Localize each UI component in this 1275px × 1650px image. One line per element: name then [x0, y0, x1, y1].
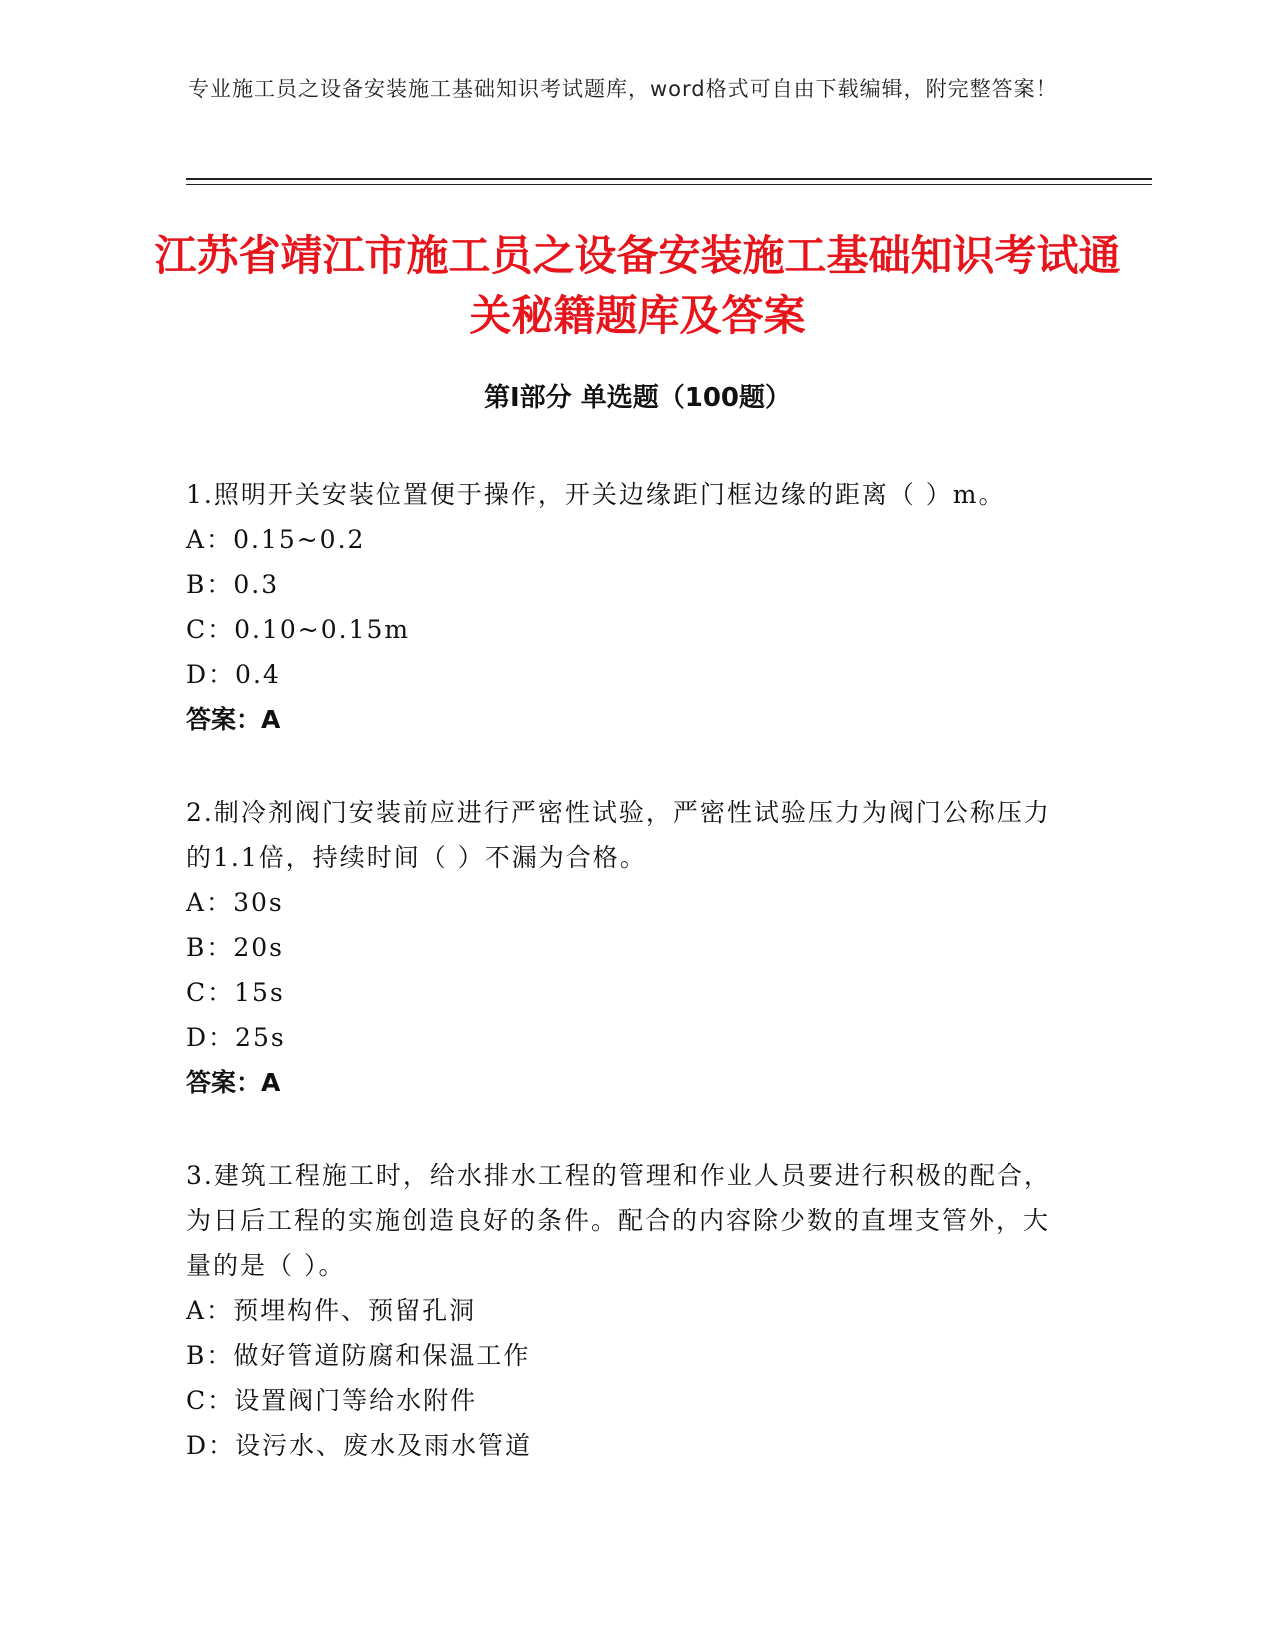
header-divider-thin — [186, 184, 1152, 185]
option-text: 0.3 — [233, 570, 280, 599]
option-c — [186, 1378, 1066, 1423]
option-key: A： — [186, 1296, 234, 1325]
header-divider-thick — [186, 178, 1152, 180]
option-text: 预埋构件、预留孔洞 — [233, 1296, 477, 1325]
document-title: 江苏省靖江市施工员之设备安装施工基础知识考试通关秘籍题库及答案 — [154, 231, 1121, 340]
question-stem: 3.建筑工程施工时，给水排水工程的管理和作业人员要进行积极的配合，为日后工程的实施创造良好的条件。配合的内容除少数的直埋支管外，大量的是（ ）。 — [186, 1161, 1051, 1280]
option-text: 25s — [235, 1023, 286, 1052]
question-3 — [186, 1153, 1066, 1468]
option-c — [186, 970, 1066, 1015]
option-text: 设置阀门等给水附件 — [234, 1386, 478, 1415]
option-text: 做好管道防腐和保温工作 — [233, 1341, 531, 1370]
question-stem: 1.照明开关安装位置便于操作，开关边缘距门框边缘的距离（ ）m。 — [186, 480, 1006, 509]
option-d — [186, 1423, 1066, 1468]
question-1 — [186, 472, 1066, 742]
option-text: 20s — [233, 933, 285, 962]
option-key: B： — [186, 570, 234, 599]
option-key: A： — [186, 888, 234, 917]
option-text: 0.10~0.15m — [234, 615, 411, 644]
option-text: 设污水、废水及雨水管道 — [235, 1431, 533, 1460]
option-key: C： — [186, 1386, 235, 1415]
option-a — [186, 880, 1066, 925]
option-d — [186, 1015, 1066, 1060]
option-text: 15s — [234, 978, 285, 1007]
question-2 — [186, 790, 1066, 1105]
option-key: B： — [186, 1341, 234, 1370]
option-c — [186, 607, 1066, 652]
option-b — [186, 562, 1066, 607]
answer-line: 答案：A — [186, 705, 281, 734]
question-stem: 2.制冷剂阀门安装前应进行严密性试验，严密性试验压力为阀门公称压力的1.1倍，持续时间（ ）不漏为合格。 — [186, 798, 1051, 872]
option-text: 0.15~0.2 — [233, 525, 366, 554]
option-key: D： — [186, 660, 236, 689]
option-key: D： — [186, 1023, 236, 1052]
option-key: C： — [186, 978, 235, 1007]
section-heading: 第Ⅰ部分 单选题（100题） — [484, 383, 791, 413]
option-text: 0.4 — [235, 660, 281, 689]
header-note: 专业施工员之设备安装施工基础知识考试题库，word格式可自由下载编辑，附完整答案！ — [188, 77, 1058, 101]
option-a — [186, 1288, 1066, 1333]
option-key: C： — [186, 615, 235, 644]
option-b — [186, 1333, 1066, 1378]
option-d — [186, 652, 1066, 697]
option-a — [186, 517, 1066, 562]
question-list — [186, 472, 1066, 1516]
option-key: A： — [186, 525, 234, 554]
answer-line: 答案：A — [186, 1068, 281, 1097]
option-text: 30s — [233, 888, 284, 917]
option-key: D： — [186, 1431, 236, 1460]
option-key: B： — [186, 933, 234, 962]
option-b — [186, 925, 1066, 970]
